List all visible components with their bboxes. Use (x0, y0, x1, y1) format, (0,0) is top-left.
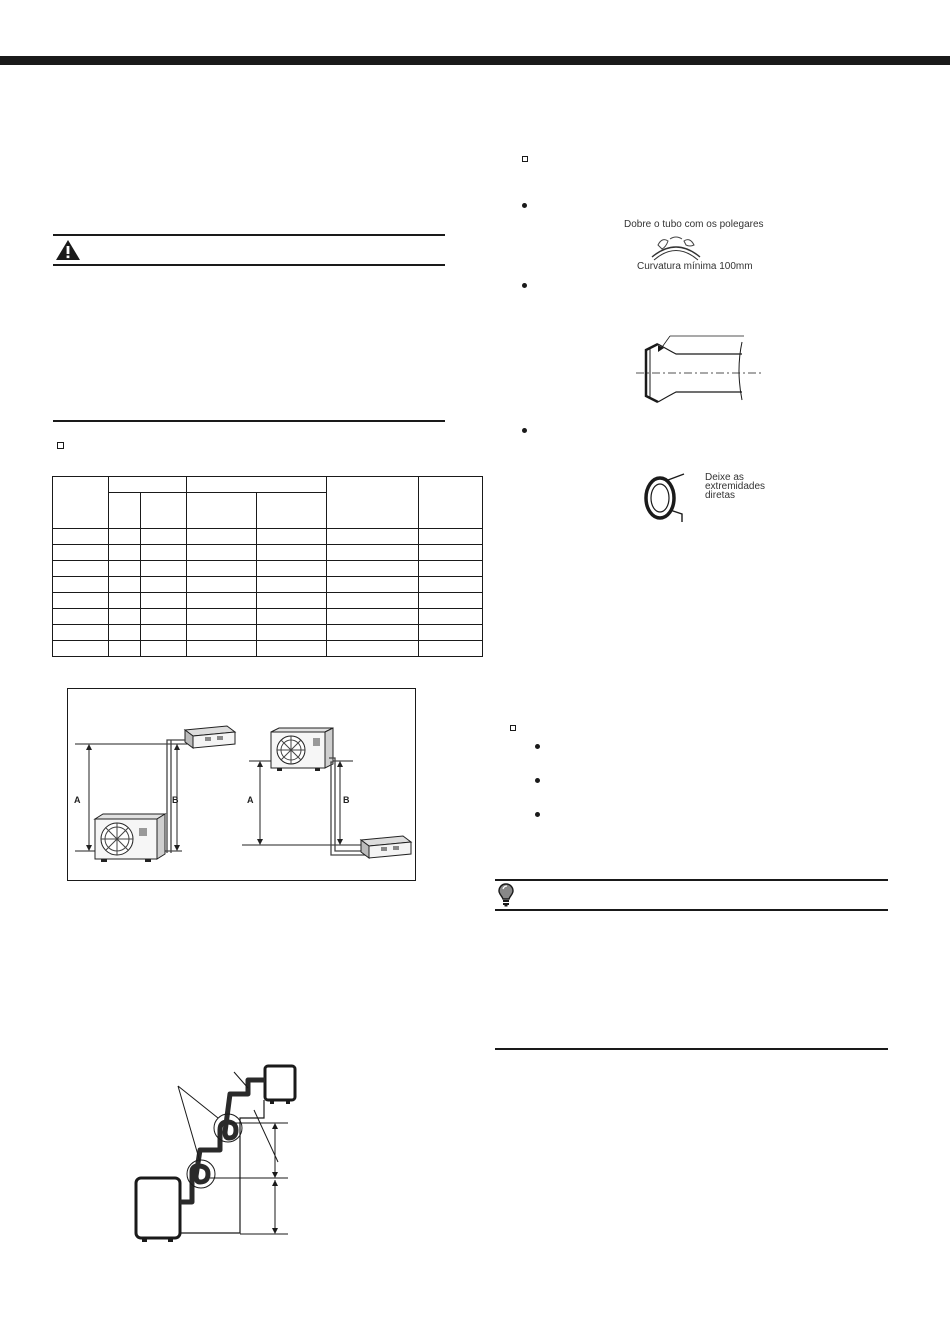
coil-caption-line-2: extremidades (705, 481, 766, 492)
bend-tube-caption-bottom: Curvatura mínima 100mm (637, 261, 753, 272)
table-row (53, 593, 483, 609)
flare-pipe-illustration (636, 330, 766, 410)
outdoor-unit-right (271, 728, 333, 771)
installation-height-diagram (67, 688, 415, 880)
warning-title-rule (53, 264, 445, 266)
table-header-row (53, 477, 483, 493)
note-bottom-rule (495, 1048, 888, 1050)
indoor-unit-box (265, 1066, 295, 1104)
table-row (53, 609, 483, 625)
lightbulb-icon (498, 883, 514, 907)
bullet-dot (522, 283, 527, 288)
coil-caption-line-3: diretas (705, 490, 736, 501)
bend-tube-illustration (646, 233, 706, 263)
table-row (53, 561, 483, 577)
coil-tube-illustration (638, 470, 688, 526)
header-bar (0, 56, 950, 65)
table-row (53, 641, 483, 657)
table-row (53, 625, 483, 641)
bullet-dot (535, 744, 540, 749)
warning-top-rule (53, 234, 445, 236)
indoor-unit-right (361, 836, 411, 858)
indoor-unit-left (185, 726, 235, 748)
section-bullet-square (57, 442, 64, 449)
section-bullet-square (522, 156, 528, 162)
table-row (53, 529, 483, 545)
table-row (53, 545, 483, 561)
section-bullet-square (510, 725, 516, 731)
bullet-dot (522, 428, 527, 433)
coil-caption-line-1: Deixe as (705, 472, 744, 483)
note-top-rule (495, 879, 888, 881)
bend-tube-caption-top: Dobre o tubo com os polegares (624, 219, 764, 230)
spec-table (52, 476, 483, 657)
bullet-dot (535, 812, 540, 817)
warning-icon (55, 239, 81, 261)
outdoor-unit-box (136, 1178, 180, 1242)
outdoor-unit-left (95, 814, 165, 862)
bullet-dot (535, 778, 540, 783)
table-row (53, 577, 483, 593)
bullet-dot (522, 203, 527, 208)
label-a-left: A (74, 795, 81, 805)
label-a-right: A (247, 795, 254, 805)
note-title-rule (495, 909, 888, 911)
label-b-left: B (172, 795, 179, 805)
label-b-right: B (343, 795, 350, 805)
oil-trap-piping-diagram (130, 1060, 300, 1250)
warning-bottom-rule (53, 420, 445, 422)
